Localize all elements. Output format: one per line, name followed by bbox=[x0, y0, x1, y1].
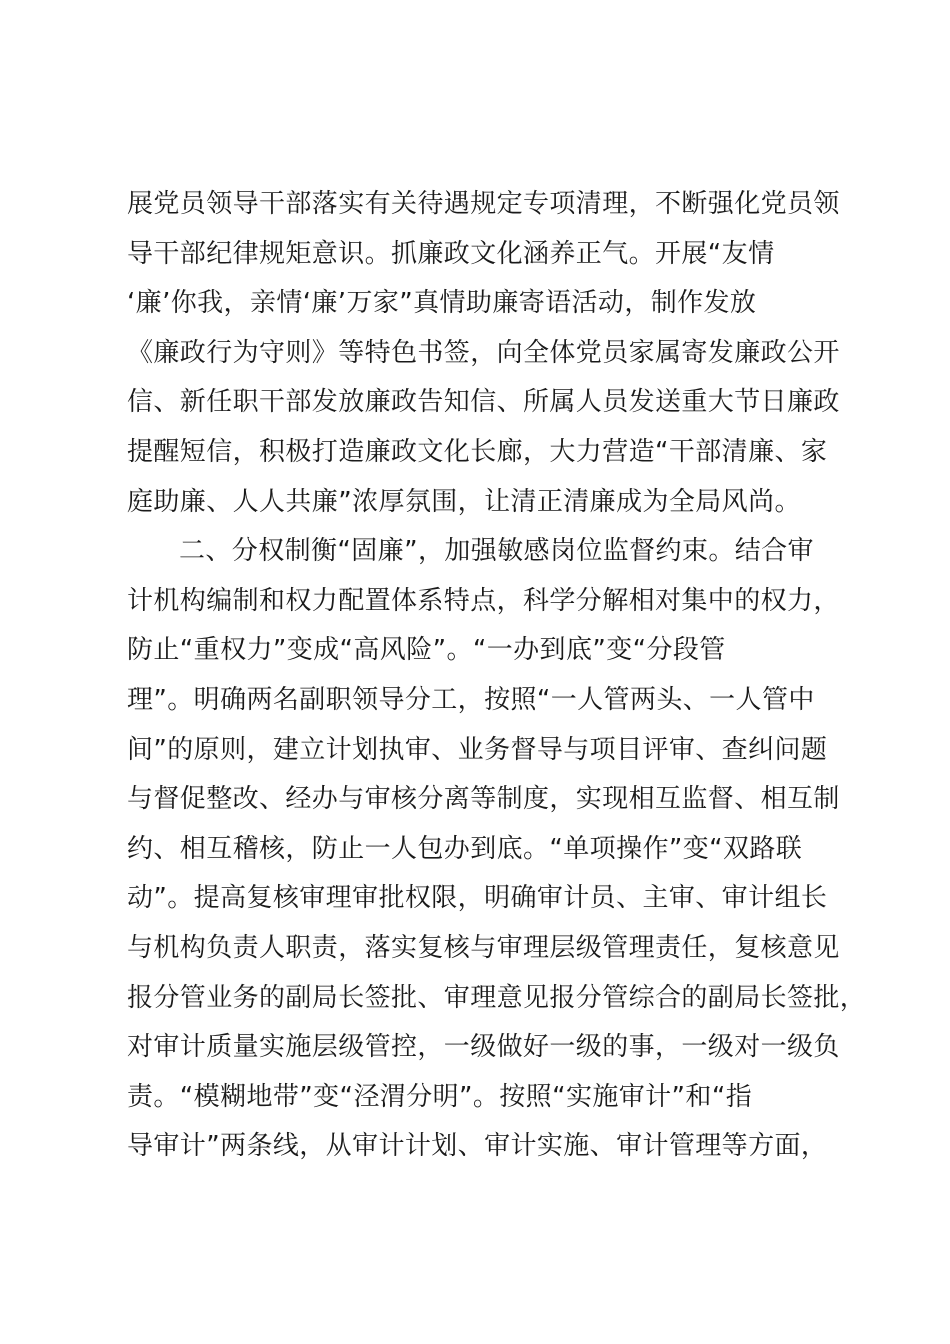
text-line: 计机构编制和权力配置体系特点，科学分解相对集中的权力， bbox=[127, 585, 840, 616]
text-line: 展党员领导干部落实有关待遇规定专项清理，不断强化党员领 bbox=[127, 189, 840, 219]
text-line: 与机构负责人职责，落实复核与审理层级管理责任，复核意见 bbox=[127, 932, 840, 963]
text-line: 信、新任职干部发放廉政告知信、所属人员发送重大节日廉政 bbox=[127, 387, 840, 418]
body-text bbox=[127, 180, 867, 1172]
text-line: 约、相互稽核，防止一人包办到底。“单项操作”变“双路联 bbox=[127, 833, 803, 864]
text-line: 动”。提高复核审理审批权限，明确审计员、主审、审计组长 bbox=[127, 883, 828, 914]
text-line: 防止“重权力”变成“高风险”。“一办到底”变“分段管 bbox=[127, 635, 726, 666]
text-line: 报分管业务的副局长签批、审理意见报分管综合的副局长签批， bbox=[127, 982, 867, 1013]
text-line: 导干部纪律规矩意识。抓廉政文化涵养正气。开展“友情 bbox=[127, 238, 775, 269]
text-line: 与督促整改、经办与审核分离等制度，实现相互监督、相互制 bbox=[127, 784, 840, 815]
text-line: 理”。明确两名副职领导分工，按照“一人管两头、一人管中 bbox=[127, 684, 815, 715]
text-line: 提醒短信，积极打造廉政文化长廊，大力营造“干部清廉、家 bbox=[127, 436, 828, 467]
text-line: ‘廉’你我，亲情‘廉’万家”真情助廉寄语活动，制作发放 bbox=[127, 288, 757, 319]
text-line: 《廉政行为守则》等特色书签，向全体党员家属寄发廉政公开 bbox=[127, 337, 840, 368]
section-heading-line: 二、分权制衡“固廉”，加强敏感岗位监督约束。结合审 bbox=[179, 536, 814, 567]
text-line: 责。“模糊地带”变“泾渭分明”。按照“实施审计”和“指 bbox=[127, 1081, 753, 1112]
text-line: 间”的原则，建立计划执审、业务督导与项目评审、查纠问题 bbox=[127, 734, 828, 765]
text-line: 对审计质量实施层级管控，一级做好一级的事，一级对一级负 bbox=[127, 1032, 840, 1063]
text-line: 庭助廉、人人共廉”浓厚氛围，让清正清廉成为全局风尚。 bbox=[127, 486, 801, 517]
text-line: 导审计”两条线，从审计计划、审计实施、审计管理等方面， bbox=[127, 1131, 828, 1162]
